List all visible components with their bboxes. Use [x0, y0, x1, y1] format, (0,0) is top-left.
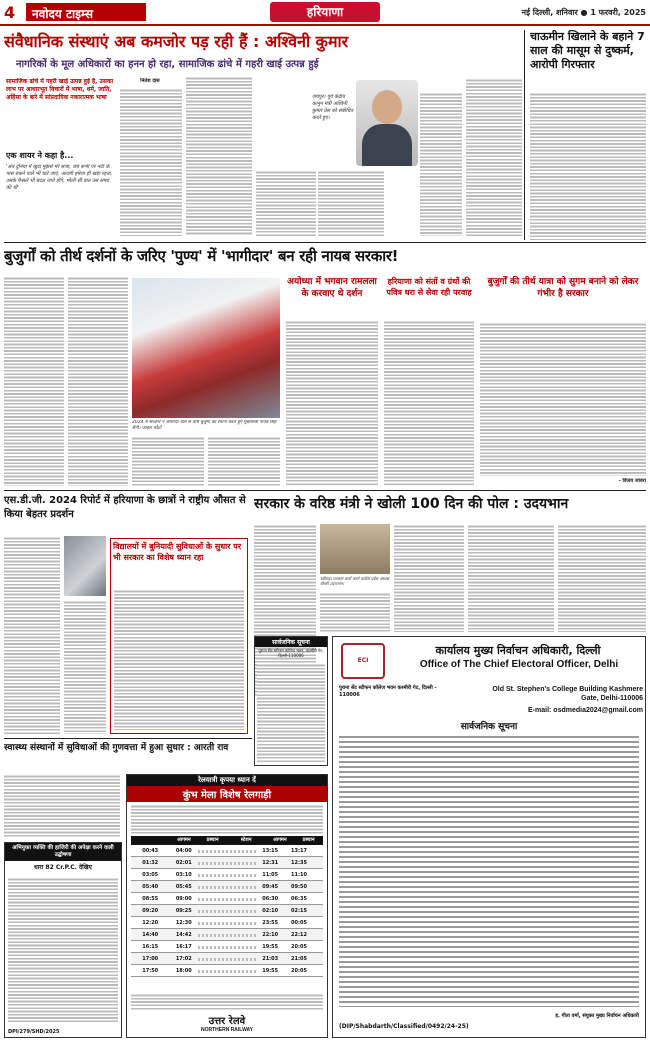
story3-box2-title: हरियाणा को संतों व ग्रंथों की पवित्र धरा से सेवा रही परवाह — [386, 277, 472, 297]
story3-photo — [132, 278, 280, 418]
eci-logo: ECI — [341, 643, 385, 679]
story6-col3 — [394, 524, 464, 632]
eci-english-org: Office of The Chief Electoral Officer, Delhi — [419, 659, 619, 670]
rail-table-cell: 18:00 — [175, 968, 192, 974]
rail-table-cell — [198, 910, 256, 913]
rail-table-heading: आगमन — [272, 837, 287, 843]
rail-table-row — [131, 941, 323, 953]
rail-table-row — [131, 881, 323, 893]
story1-quote-box — [6, 78, 114, 146]
jail-notice — [4, 842, 122, 1038]
rail-table-cell: 09:20 — [142, 908, 159, 914]
story5-headline: विद्यालयों में बुनियादी सुविधाओं के सुधार पर भी सरकार का विशेष ध्यान रहा — [113, 542, 242, 562]
public-notice-body — [257, 663, 325, 763]
rail-table-row — [131, 857, 323, 869]
rail-ad — [126, 774, 328, 1038]
story1-subhead: नागरिकों के मूल अधिकारों का हनन हो रहा, सामाजिक ढांचे में गहरी खाई उत्पन्न हुई — [16, 59, 319, 70]
rail-table-cell: 13:17 — [291, 848, 307, 854]
rail-table-row — [131, 893, 323, 905]
quote-text: सामाजिक ढांचे में गहरी खाई उत्पन्न हुई है, उसका लाभ पर आधारभूत विचारों में भाषा, धर्म, जाति, अहिंसा के बारे में सांप्रदायिक नकारात्मक भाषा — [6, 78, 114, 101]
rail-table-heading: प्रस्थान — [302, 837, 315, 843]
story4-col2 — [64, 600, 106, 734]
rail-table-cell — [198, 850, 256, 853]
story1-col3 — [256, 170, 316, 236]
story7-headline: स्वास्थ्य संस्थानों में सुविधाओं की गुणवत्ता में हुआ सुधार : आरती राव — [4, 743, 229, 753]
rail-table-cell: 11:05 — [262, 872, 279, 878]
story6-col5 — [558, 524, 646, 632]
rail-table-heading: प्रस्थान — [206, 837, 219, 843]
rail-table-cell — [198, 862, 256, 865]
rail-ad-table — [131, 836, 323, 977]
story3-box1-body — [286, 320, 378, 486]
story1-quote-title: एक शायर ने कहा है... — [6, 151, 74, 160]
rail-ad-brand: उत्तर रेलवे — [208, 1016, 246, 1027]
rail-table-cell: 06:35 — [291, 896, 307, 902]
story1-col5 — [420, 92, 462, 236]
rail-table-cell: 00:05 — [291, 920, 307, 926]
public-notice-small — [254, 636, 328, 766]
rail-table-cell: 20:05 — [291, 968, 307, 974]
story1-col1 — [120, 88, 182, 236]
story3-box3-title: बुजुर्गों की तीर्थ यात्रा को सुगम बनाने को लेकर गंभीर है सरकार — [487, 277, 639, 299]
eci-address-hi: पुराना सेंट स्टीफन कॉलेज भवन कश्मीरी गेट, दिल्ली - 110006 — [339, 685, 437, 698]
rail-table-cell: 03:10 — [175, 872, 192, 878]
eci-notice — [332, 636, 646, 1038]
eci-body — [339, 733, 639, 1007]
story6-col4 — [468, 524, 554, 632]
rail-table-cell: 12:31 — [262, 860, 279, 866]
rail-table-row — [131, 905, 323, 917]
rail-table-cell: 21:03 — [262, 956, 279, 962]
public-notice-title: सार्वजनिक सूचना — [255, 637, 327, 647]
story7-body — [4, 774, 120, 838]
public-notice-org: पुराना सेंट स्टीफन कॉलेज भवन, कश्मीरी गेट, दिल्ली-110006 — [258, 648, 324, 658]
story1-col2 — [186, 76, 252, 236]
story3-col4 — [208, 436, 280, 486]
story4-headline: एस.डी.जी. 2024 रिपोर्ट में हरियाणा के छात्रों ने राष्ट्रीय औसत से किया बेहतर प्रदर्शन — [4, 495, 246, 520]
divider-h2 — [4, 490, 646, 491]
portrait-body — [362, 124, 412, 166]
rail-table-cell: 09:00 — [175, 896, 192, 902]
rail-table-row — [131, 953, 323, 965]
story4-photo — [64, 536, 106, 596]
story1-headline: संवैधानिक संस्थाएं अब कमजोर पड़ रही हैं : अश्विनी कुमार — [4, 32, 349, 51]
story4-col1 — [4, 536, 60, 734]
masthead-title: नवोदय टाइम्स — [26, 3, 146, 21]
rail-table-row — [131, 965, 323, 977]
rail-table-cell: 05:40 — [142, 884, 159, 890]
rail-table-heading — [131, 836, 169, 845]
rail-table-cell: 13:15 — [262, 848, 279, 854]
section-name: हरियाणा — [306, 5, 344, 19]
rail-table-heading: आगमन — [176, 837, 191, 843]
story5-box — [110, 538, 248, 734]
story3-box1-title: अयोध्या में भगवान रामलला के करवाए थे दर्शन — [287, 277, 377, 299]
rail-table-header — [131, 836, 323, 845]
rail-table-cell: 01:32 — [142, 860, 159, 866]
story3-box3-body — [480, 322, 646, 476]
rail-table-cell — [198, 970, 256, 973]
rail-table-cell: 09:50 — [291, 884, 307, 890]
rail-ad-brand-en: NORTHERN RAILWAY — [200, 1027, 254, 1033]
rail-table-cell — [198, 886, 256, 889]
story1-col6 — [466, 78, 522, 236]
rail-table-cell: 00:43 — [142, 848, 159, 854]
section-label — [270, 2, 380, 22]
rail-table-cell: 02:15 — [291, 908, 307, 914]
divider-h1 — [4, 242, 646, 243]
rail-table-cell: 17:02 — [175, 956, 192, 962]
jail-notice-footer: DPI/279/SHD/2025 — [8, 1029, 60, 1035]
story3-col3 — [132, 436, 204, 486]
dateline: नई दिल्ली, शनिवार ● 1 फरवरी, 2025 — [521, 8, 646, 17]
story6-photo — [320, 524, 390, 574]
rail-table-cell: 17:50 — [142, 968, 159, 974]
story1-photo — [356, 80, 418, 166]
rail-table-cell — [198, 874, 256, 877]
rail-table-cell: 14:42 — [175, 932, 192, 938]
rail-table-cell: 16:15 — [142, 944, 159, 950]
rail-table-cell: 19:55 — [262, 968, 279, 974]
eci-signature: ह. गीता वर्मा, संयुक्त मुख्य निर्वाचन अधिकारी — [555, 1013, 639, 1019]
rail-table-row — [131, 869, 323, 881]
portrait-head — [372, 90, 402, 124]
rail-table-cell — [198, 946, 256, 949]
rail-table-row — [131, 929, 323, 941]
rail-ad-header: रेलयात्री कृपया ध्यान दें — [127, 775, 327, 786]
rail-table-cell: 02:10 — [262, 908, 279, 914]
eci-subtitle: सार्वजनिक सूचना — [460, 722, 518, 732]
jail-notice-title: अभियुक्त व्यक्ति की हाजिरी की अपेक्षा करने वाली उद्घोषणा — [5, 843, 121, 861]
story5-body — [114, 589, 244, 730]
story1-byline: नितेश दास — [140, 78, 160, 84]
rail-table-cell: 17:00 — [142, 956, 159, 962]
rail-table-cell: 08:55 — [142, 896, 159, 902]
rail-table-cell: 14:40 — [142, 932, 159, 938]
story1-quote-verse: 'अंत दुनिया में खुदा मुझसे मेरे सजा, जब कभी पर नदी के पास रुकने वाले भी चले जाएं, आदमी हमेशा ही खड़ा रहता, उसके फैसले भी बदल जाते होंगे, भोली सी बात उस समय की थी' — [6, 164, 113, 191]
rail-table-cell — [198, 934, 256, 937]
story3-box3-byline: - विजय जावरा — [618, 478, 646, 484]
rail-table-row — [131, 845, 323, 857]
rail-table-cell: 02:01 — [175, 860, 192, 866]
story1-photo-caption: जयपुर। पूर्व केंद्रीय कानून मंत्री अश्विनी कुमार प्रेस को संबोधित करते हुए। — [312, 94, 354, 121]
rail-table-cell: 06:30 — [262, 896, 279, 902]
rail-ad-footnotes — [131, 993, 323, 1011]
rail-table-cell: 03:05 — [142, 872, 159, 878]
eci-footer: (DIP/Shabdarth/Classified/0492/24-25) — [339, 1023, 469, 1030]
rail-ad-title: कुंभ मेला विशेष रेलगाड़ी — [127, 786, 327, 802]
eci-hindi-org: कार्यालय मुख्य निर्वाचन अधिकारी, दिल्ली — [435, 644, 601, 657]
rail-table-cell — [198, 958, 256, 961]
rail-table-cell: 20:05 — [291, 944, 307, 950]
story6-photo-caption: चंडीगढ़। पत्रकार वार्ता करते कांग्रेस प्रदेश अध्यक्ष चौधरी उदयभान। — [320, 576, 390, 586]
story3-photo-caption: 2024 में सरकार ने अयोध्या धाम से तीर्थ बुजुर्गों को रवाना करते हुए मुख्यमंत्री नायब सिंह सैनी। फाइल फोटो — [132, 420, 277, 431]
rail-table-cell: 09:25 — [175, 908, 192, 914]
rail-table-cell: 21:05 — [291, 956, 307, 962]
rail-table-cell: 12:30 — [175, 920, 192, 926]
rail-table-cell: 16:17 — [175, 944, 192, 950]
jail-notice-subtitle: धारा 82 Cr.P.C. देखिए — [34, 864, 92, 871]
page-number: 4 — [4, 3, 16, 21]
rail-table-cell — [198, 898, 256, 901]
story6-headline: सरकार के वरिष्ठ मंत्री ने खोली 100 दिन की पोल : उदयभान — [254, 496, 569, 512]
rail-table-cell: 11:10 — [291, 872, 307, 878]
divider-right — [524, 30, 525, 240]
divider-h3 — [4, 738, 252, 739]
story3-box2-body — [384, 320, 474, 486]
story3-col1 — [4, 276, 64, 486]
story3-headline: बुजुर्गों को तीर्थ दर्शनों के जरिए 'पुण्य' में 'भागीदार' बन रही नायब सरकार! — [4, 247, 399, 265]
rail-table-cell: 22:10 — [262, 932, 279, 938]
masthead-bar — [0, 0, 650, 26]
rail-table-row — [131, 917, 323, 929]
story2-body — [530, 92, 646, 240]
story6-col2 — [320, 592, 390, 632]
rail-table-cell — [198, 922, 256, 925]
rail-table-cell: 23:55 — [262, 920, 279, 926]
story1-col4 — [318, 170, 384, 236]
rail-table-cell: 05:45 — [175, 884, 192, 890]
rail-table-heading: स्टेशन — [240, 837, 252, 843]
story3-col2 — [68, 276, 128, 486]
story2-headline: चाऊमीन खिलाने के बहाने 7 साल की मासूम से दुष्कर्म, आरोपी गिरफ्तार — [530, 30, 645, 71]
rail-table-cell: 12:20 — [142, 920, 159, 926]
rail-table-cell: 04:00 — [175, 848, 192, 854]
rail-table-cell: 12:35 — [291, 860, 307, 866]
rail-table-cell: 19:55 — [262, 944, 279, 950]
rail-ad-intro — [131, 804, 323, 834]
rail-table-cell: 09:45 — [262, 884, 279, 890]
eci-email: E-mail: osdmedia2024@gmail.com — [528, 707, 643, 714]
jail-notice-body — [8, 877, 118, 1023]
rail-table-cell: 22:12 — [291, 932, 307, 938]
eci-address-en: Old St. Stephen's College Building Kashmere Gate, Delhi-110006 — [492, 686, 643, 702]
